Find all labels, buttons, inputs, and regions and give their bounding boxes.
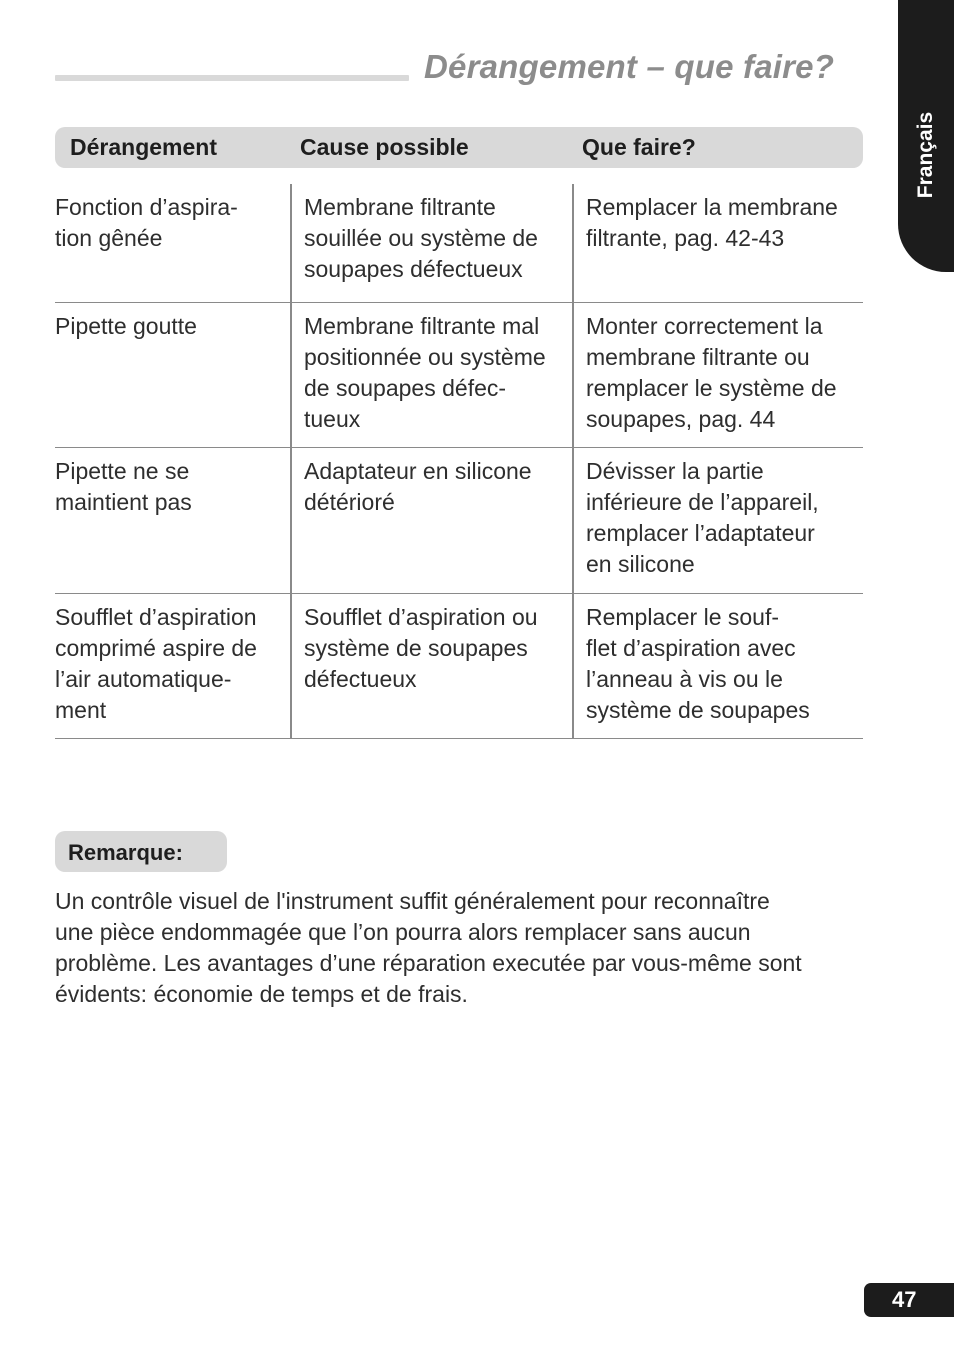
language-tab — [898, 0, 954, 272]
remedy-cell: Monter correctement la membrane filtrante ou remplacer le système de soupapes, pag. 44 — [586, 313, 837, 432]
table-row — [55, 303, 863, 448]
column-divider — [290, 594, 292, 738]
problem-cell: Fonction d’aspira- tion gênée — [55, 194, 238, 251]
page-number: 47 — [864, 1283, 954, 1317]
language-tab-label: Français — [914, 111, 937, 199]
title-rule — [55, 75, 409, 81]
column-header-cause: Cause possible — [300, 134, 469, 160]
column-divider — [572, 184, 574, 302]
cause-cell: Membrane filtrante souillée ou système de soupapes défectueux — [304, 194, 538, 282]
cause-cell: Soufflet d’aspiration ou système de soupapes défectueux — [304, 604, 538, 692]
remedy-cell: Remplacer la membrane filtrante, pag. 42-43 — [586, 194, 838, 251]
remedy-cell: Dévisser la partie inférieure de l’appareil, remplacer l’adaptateur en silicone — [586, 458, 819, 577]
column-header-problem: Dérangement — [70, 134, 217, 160]
column-divider — [572, 448, 574, 593]
note-label-badge — [55, 831, 227, 872]
problem-cell: Pipette goutte — [55, 313, 197, 339]
page-title: Dérangement – que faire? — [424, 48, 835, 85]
column-divider — [290, 448, 292, 593]
cause-cell: Adaptateur en silicone détérioré — [304, 458, 532, 515]
column-divider — [290, 184, 292, 302]
problem-cell: Pipette ne se maintient pas — [55, 458, 192, 515]
note-text: Un contrôle visuel de l'instrument suffit généralement pour reconnaître une pièce endommagée que l’on pourra alors remplacer sans aucun problème. Les avantages d’une réparation executée par vous-même sont évidents: économie de temps et de frais. — [55, 888, 802, 1007]
troubleshooting-table — [55, 184, 863, 739]
table-row — [55, 448, 863, 594]
column-divider — [572, 303, 574, 447]
table-row — [55, 594, 863, 739]
table-header — [55, 127, 863, 168]
cause-cell: Membrane filtrante mal positionnée ou système de soupapes défec- tueux — [304, 313, 546, 432]
column-header-remedy: Que faire? — [582, 134, 696, 160]
note-label: Remarque: — [68, 840, 183, 865]
column-divider — [290, 303, 292, 447]
table-row — [55, 184, 863, 303]
column-divider — [572, 594, 574, 738]
problem-cell: Soufflet d’aspiration comprimé aspire de l’air automatique- ment — [55, 604, 257, 723]
remedy-cell: Remplacer le souf- flet d’aspiration avec l’anneau à vis ou le système de soupapes — [586, 604, 810, 723]
